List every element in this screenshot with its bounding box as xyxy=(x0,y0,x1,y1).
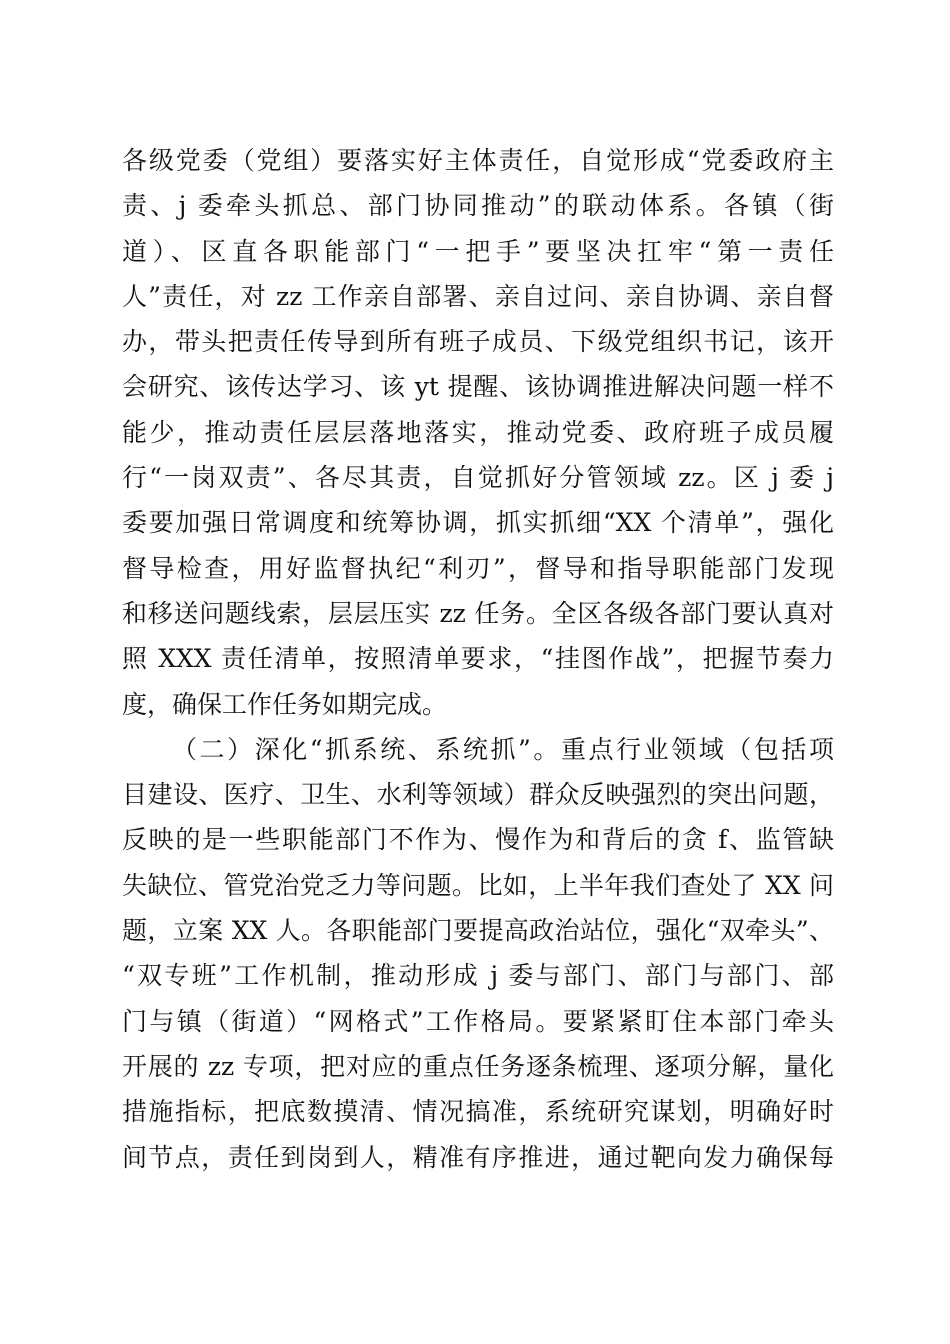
paragraph-2-line: 门与镇（街道）“网格式”工作格局。要紧紧盯住本部门牵头 xyxy=(122,1006,834,1036)
paragraph-1-line: 会研究、该传达学习、该 yt 提醒、该协调推进解决问题一样不 xyxy=(122,372,834,402)
paragraph-1-line: 行“一岗双责”、各尽其责，自觉抓好分管领域 zz。区 j 委 j xyxy=(122,463,834,493)
paragraph-2-line: 间节点，责任到岗到人，精准有序推进，通过靶向发力确保每 xyxy=(122,1142,834,1172)
paragraph-2-line: 开展的 zz 专项，把对应的重点任务逐条梳理、逐项分解，量化 xyxy=(122,1051,834,1081)
paragraph-1 xyxy=(122,138,834,727)
paragraph-1-line: 能少，推动责任层层落地落实，推动党委、政府班子成员履 xyxy=(122,417,834,447)
paragraph-1-line: 人”责任，对 zz 工作亲自部署、亲自过问、亲自协调、亲自督 xyxy=(122,281,834,311)
paragraph-1-line: 度，确保工作任务如期完成。 xyxy=(122,689,448,719)
paragraph-2-line: “双专班”工作机制，推动形成 j 委与部门、部门与部门、部 xyxy=(122,961,834,991)
document-body xyxy=(122,138,834,1180)
paragraph-2-line: 反映的是一些职能部门不作为、慢作为和背后的贪 f、监管缺 xyxy=(122,825,834,855)
paragraph-1-line: 道）、区直各职能部门“一把手”要坚决扛牢“第一责任 xyxy=(122,236,834,266)
paragraph-1-line: 督导检查，用好监督执纪“利刃”，督导和指导职能部门发现 xyxy=(122,553,834,583)
paragraph-2-line: 题，立案 XX 人。各职能部门要提高政治站位，强化“双牵头”、 xyxy=(122,916,834,946)
paragraph-2 xyxy=(122,727,834,1180)
paragraph-2-heading-line: （二）深化“抓系统、系统抓”。重点行业领域（包括项 xyxy=(172,734,834,764)
paragraph-1-line: 照 XXX 责任清单，按照清单要求，“挂图作战”，把握节奏力 xyxy=(122,644,834,674)
paragraph-1-line: 和移送问题线索，层层压实 zz 任务。全区各级各部门要认真对 xyxy=(122,598,834,628)
paragraph-1-line: 各级党委（党组）要落实好主体责任，自觉形成“党委政府主 xyxy=(122,146,834,175)
paragraph-1-line: 责、j 委牵头抓总、部门协同推动”的联动体系。各镇（街 xyxy=(122,191,834,221)
paragraph-2-line: 目建设、医疗、卫生、水利等领域）群众反映强烈的突出问题， xyxy=(122,780,834,810)
paragraph-2-line: 措施指标，把底数摸清、情况搞准，系统研究谋划，明确好时 xyxy=(122,1097,834,1127)
paragraph-1-line: 办，带头把责任传导到所有班子成员、下级党组织书记，该开 xyxy=(122,327,834,357)
paragraph-2-line: 失缺位、管党治党乏力等问题。比如，上半年我们查处了 XX 问 xyxy=(122,870,834,900)
paragraph-1-line: 委要加强日常调度和统筹协调，抓实抓细“XX 个清单”，强化 xyxy=(122,508,834,538)
